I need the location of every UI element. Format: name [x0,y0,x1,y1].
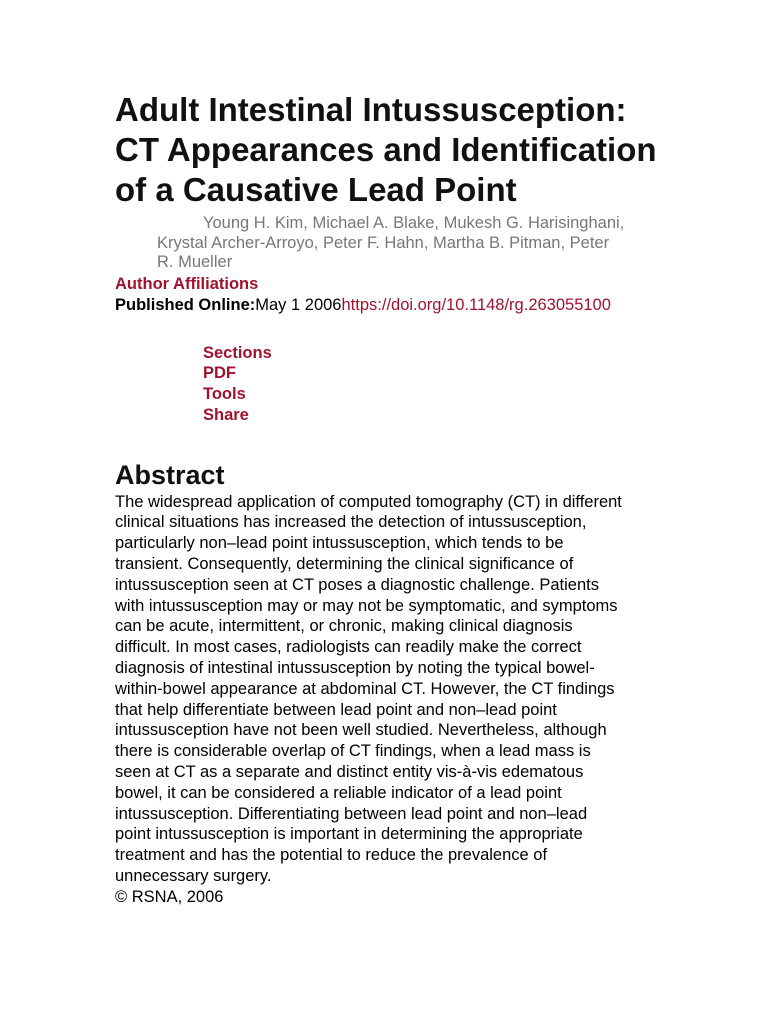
abstract-line: diagnosis of intestinal intussusception by noting the typical bowel- [115,659,595,678]
title-line: of a Causative Lead Point [115,171,517,208]
article-title [115,90,655,210]
abstract-line: seen at CT as a separate and distinct entity vis-à-vis edematous [115,763,584,782]
author-line: Krystal Archer-Arroyo, Peter F. Hahn, Martha B. Pitman, Peter [157,233,610,252]
copyright-line: © RSNA, 2006 [115,887,224,906]
abstract-line: transient. Consequently, determining the clinical significance of [115,555,574,574]
abstract-line: intussusception seen at CT poses a diagnostic challenge. Patients [115,575,599,594]
abstract-heading: Abstract [115,459,225,490]
author-affiliations-link[interactable]: Author Affiliations [115,274,259,293]
published-info [115,295,655,316]
author-line: Young H. Kim, Michael A. Blake, Mukesh G. Harisinghani, [203,214,625,232]
abstract-line: within-bowel appearance at abdominal CT. However, the CT findings [115,679,615,698]
published-label: Published Online: [115,295,256,314]
title-line: CT Appearances and Identification [115,131,657,168]
abstract-line: point intussusception is important in determining the appropriate [115,825,583,844]
document-page [115,90,655,908]
title-line: Adult Intestinal Intussusception: [115,91,627,128]
abstract-line: with intussusception may or may not be symptomatic, and symptoms [115,596,618,615]
abstract-line: clinical situations has increased the detection of intussusception, [115,513,587,532]
menu-tools-link[interactable]: Tools [203,385,246,404]
abstract-line: The widespread application of computed tomography (CT) in different [115,492,622,511]
abstract-line: there is considerable overlap of CT findings, when a lead mass is [115,742,591,761]
abstract-line: bowel, it can be considered a reliable indicator of a lead point [115,783,562,802]
menu-share-link[interactable]: Share [203,405,249,424]
article-menu [203,343,655,426]
abstract-body [115,492,655,908]
abstract-line: that help differentiate between lead point and non–lead point [115,700,557,719]
doi-link[interactable]: https://doi.org/10.1148/rg.263055100 [341,295,611,314]
abstract-line: particularly non–lead point intussusception, which tends to be [115,534,564,553]
abstract-line: intussusception. Differentiating between lead point and non–lead [115,804,588,823]
menu-sections-link[interactable]: Sections [203,343,272,362]
abstract-line: unnecessary surgery. [115,867,272,886]
author-line: R. Mueller [157,253,233,271]
author-list [157,214,655,273]
abstract-line: intussusception have not been well studied. Nevertheless, although [115,721,607,740]
abstract-line: can be acute, intermittent, or chronic, making clinical diagnosis [115,617,573,636]
published-date: May 1 2006 [255,295,342,314]
abstract-line: difficult. In most cases, radiologists can readily make the correct [115,638,582,657]
abstract-line: treatment and has the potential to reduce the prevalence of [115,846,548,865]
menu-pdf-link[interactable]: PDF [203,364,236,383]
